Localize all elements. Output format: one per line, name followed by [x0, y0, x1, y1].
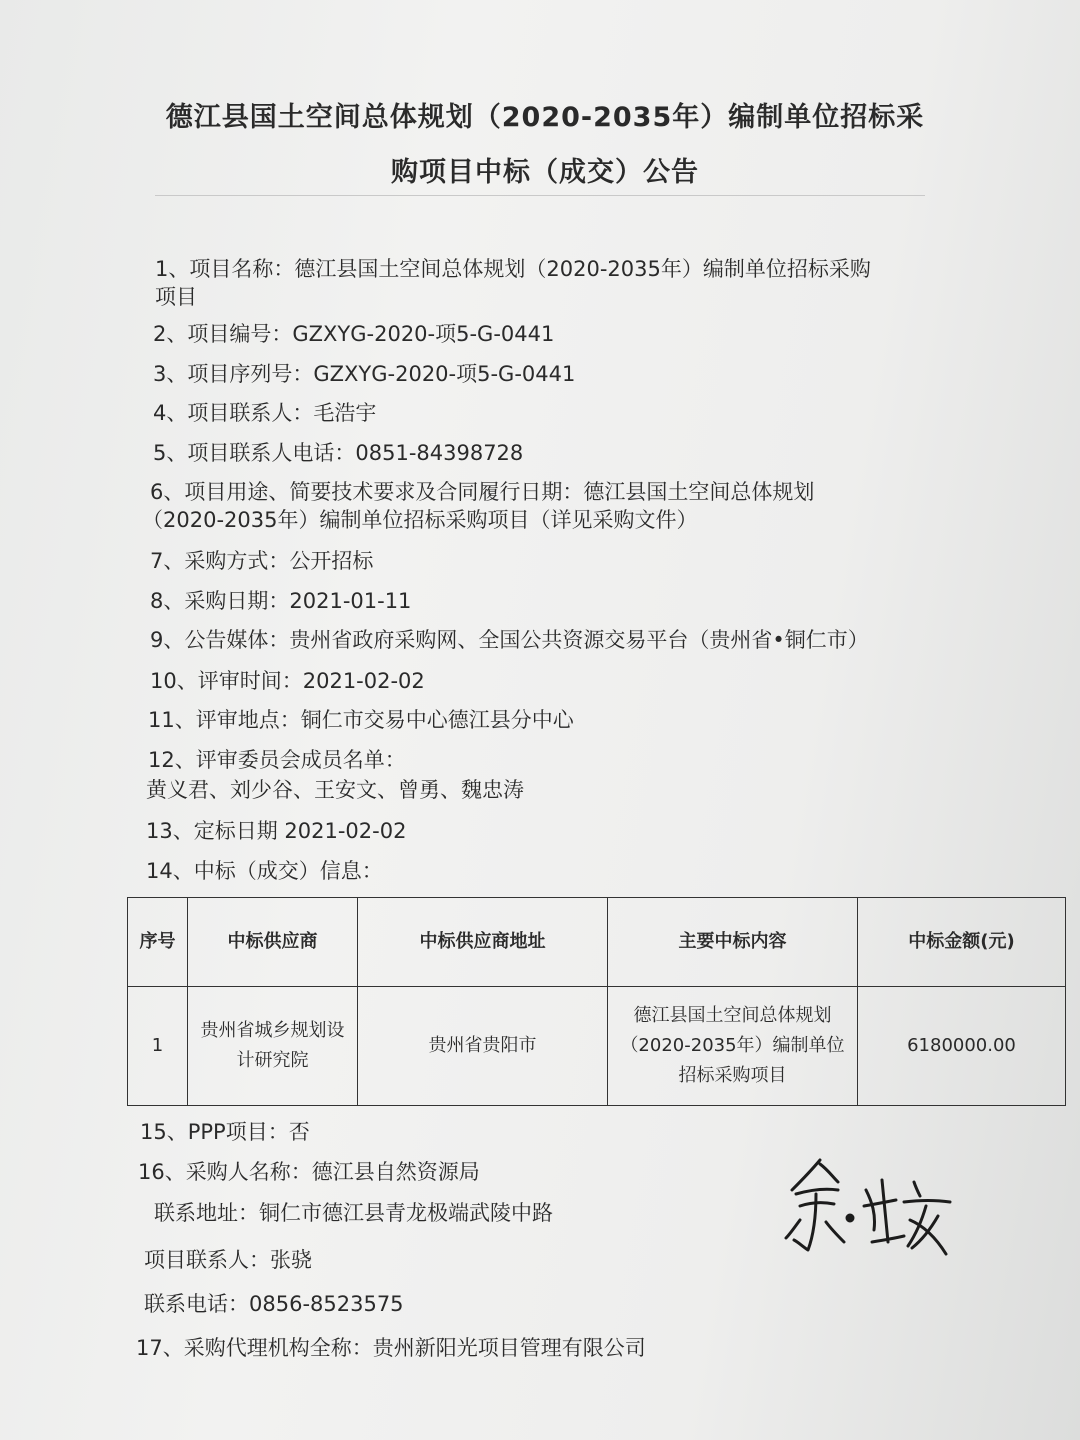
- item-label: 11、评审地点：: [148, 708, 301, 732]
- table-header-row: [128, 898, 1066, 987]
- item-label: 联系电话：: [144, 1292, 249, 1316]
- item-label: 14、中标（成交）信息：: [146, 859, 383, 883]
- item-purpose: [150, 478, 814, 506]
- cell-content: 德江县国土空间总体规划（2020-2035年）编制单位招标采购项目: [608, 987, 858, 1106]
- item-contact-address: [154, 1199, 553, 1227]
- item-value: 贵州省政府采购网、全国公共资源交易平台（贵州省•铜仁市）: [289, 628, 869, 652]
- item-value: 2021-02-02: [284, 819, 407, 843]
- item-label: 项目联系人：: [144, 1248, 270, 1272]
- item-label: 9、公告媒体：: [150, 628, 290, 652]
- item-award-info: [146, 857, 383, 885]
- item-purchaser-phone: [144, 1290, 404, 1318]
- document-title-line2: 购项目中标（成交）公告: [391, 157, 699, 188]
- item-purpose-cont: （2020-2035年）编制单位招标采购项目（详见采购文件）: [142, 508, 698, 532]
- item-value: 2021-02-02: [302, 669, 425, 693]
- item-value: 贵州新阳光项目管理有限公司: [372, 1336, 646, 1360]
- item-label: 8、采购日期：: [150, 589, 290, 613]
- header-amount: 中标金额(元): [858, 898, 1066, 987]
- table-row: [128, 987, 1066, 1106]
- item-project-contact: [153, 399, 376, 427]
- cell-supplier: 贵州省城乡规划设计研究院: [188, 987, 358, 1106]
- header-seq: 序号: [128, 898, 188, 987]
- item-contact-phone: [153, 439, 523, 467]
- cell-amount: 6180000.00: [858, 987, 1066, 1106]
- item-label: 6、项目用途、简要技术要求及合同履行日期：: [150, 480, 584, 504]
- item-label: 联系地址：: [154, 1201, 259, 1225]
- item-award-date: [146, 817, 406, 845]
- title-divider: [155, 195, 925, 196]
- document-title-line1: 德江县国土空间总体规划（2020-2035年）编制单位招标采: [165, 102, 925, 133]
- item-label: 17、采购代理机构全称：: [136, 1336, 373, 1360]
- item-value: GZXYG-2020-项5-G-0441: [313, 362, 576, 386]
- item-value: 公开招标: [289, 549, 374, 573]
- item-label: 7、采购方式：: [150, 549, 290, 573]
- item-procurement-date: [150, 587, 411, 615]
- item-value: 0851-84398728: [355, 441, 524, 465]
- item-ppp: [140, 1118, 310, 1146]
- item-label: 15、PPP项目：: [140, 1120, 289, 1144]
- item-label: 12、评审委员会成员名单：: [148, 748, 406, 772]
- item-value: 0856-8523575: [249, 1292, 404, 1316]
- item-project-number: [153, 320, 554, 348]
- item-value: 毛浩宇: [313, 401, 377, 425]
- header-supplier: 中标供应商: [188, 898, 358, 987]
- item-label: 5、项目联系人电话：: [153, 441, 356, 465]
- cell-address: 贵州省贵阳市: [358, 987, 608, 1106]
- header-address: 中标供应商地址: [358, 898, 608, 987]
- item-procurement-method: [150, 547, 373, 575]
- item-project-serial: [153, 360, 575, 388]
- item-label: 1、项目名称：: [155, 257, 295, 281]
- item-agency-name: [136, 1334, 646, 1362]
- item-label: 16、采购人名称：: [138, 1160, 312, 1184]
- item-value: 德江县国土空间总体规划: [583, 480, 815, 504]
- item-project-name: [155, 255, 871, 283]
- item-review-location: [148, 706, 574, 734]
- item-purchaser-contact: [144, 1246, 312, 1274]
- item-value: 德江县国土空间总体规划（2020-2035年）编制单位招标采购: [294, 257, 871, 281]
- item-value: 铜仁市德江县青龙极端武陵中路: [259, 1201, 553, 1225]
- item-value: GZXYG-2020-项5-G-0441: [292, 322, 555, 346]
- award-table: [127, 897, 1066, 1106]
- item-value: 否: [288, 1120, 310, 1144]
- item-announcement-media: [150, 626, 869, 654]
- item-purchaser-name: [138, 1158, 480, 1186]
- item-label: 4、项目联系人：: [153, 401, 314, 425]
- item-label: 3、项目序列号：: [153, 362, 314, 386]
- item-label: 10、评审时间：: [150, 669, 303, 693]
- header-content: 主要中标内容: [608, 898, 858, 987]
- item-project-name-cont: 项目: [155, 285, 197, 309]
- item-label: 2、项目编号：: [153, 322, 293, 346]
- item-value: 德江县自然资源局: [311, 1160, 480, 1184]
- item-review-time: [150, 667, 425, 695]
- item-value: 铜仁市交易中心德江县分中心: [300, 708, 574, 732]
- cell-seq: 1: [128, 987, 188, 1106]
- handwritten-signature: [780, 1150, 960, 1270]
- item-label: 13、定标日期: [146, 819, 285, 843]
- item-committee: [148, 746, 406, 774]
- item-value: 2021-01-11: [289, 589, 412, 613]
- item-committee-members: 黄义君、刘少谷、王安文、曾勇、魏忠涛: [146, 778, 524, 802]
- item-value: 张骁: [270, 1248, 312, 1272]
